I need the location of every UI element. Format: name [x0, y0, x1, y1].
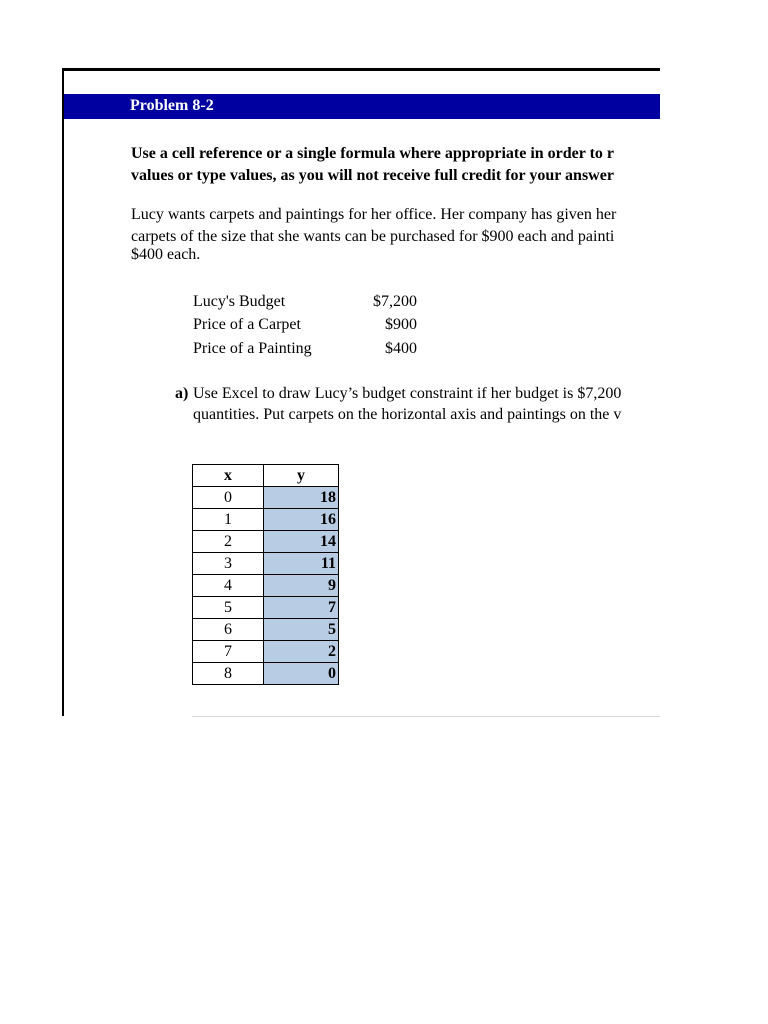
question-a-line-2: quantities. Put carpets on the horizontal axis and paintings on the v — [193, 406, 622, 423]
x-cell[interactable]: 8 — [193, 663, 264, 685]
question-a-marker: a) — [175, 385, 189, 402]
x-cell[interactable]: 0 — [193, 487, 264, 509]
painting-price-value[interactable]: $400 — [385, 340, 417, 357]
y-cell[interactable]: 0 — [264, 663, 339, 685]
carpet-price-label: Price of a Carpet — [193, 316, 301, 333]
x-cell[interactable]: 3 — [193, 553, 264, 575]
y-cell[interactable]: 7 — [264, 597, 339, 619]
x-cell[interactable]: 6 — [193, 619, 264, 641]
section-divider — [192, 716, 660, 717]
instruction-line-2: values or type values, as you will not receive full credit for your answer — [131, 167, 614, 184]
budget-label: Lucy's Budget — [193, 293, 286, 310]
y-cell[interactable]: 5 — [264, 619, 339, 641]
table-row — [193, 509, 339, 531]
problem-title-bar — [64, 94, 660, 119]
x-cell[interactable]: 5 — [193, 597, 264, 619]
y-column-header[interactable]: y — [264, 465, 339, 487]
table-row — [193, 641, 339, 663]
question-a-line-1: Use Excel to draw Lucy’s budget constraint if her budget is $7,200 — [193, 385, 622, 402]
problem-title: Problem 8-2 — [130, 97, 214, 114]
instruction-line-1: Use a cell reference or a single formula where appropriate in order to r — [131, 145, 615, 162]
table-row — [193, 487, 339, 509]
scenario-line-3: $400 each. — [131, 246, 201, 263]
x-cell[interactable]: 2 — [193, 531, 264, 553]
painting-price-label: Price of a Painting — [193, 340, 312, 357]
scenario-line-2: carpets of the size that she wants can be purchased for $900 each and painti — [131, 228, 615, 245]
carpet-price-value[interactable]: $900 — [385, 316, 417, 333]
x-cell[interactable]: 4 — [193, 575, 264, 597]
table-row — [193, 663, 339, 685]
table-row — [193, 575, 339, 597]
budget-value[interactable]: $7,200 — [373, 293, 417, 310]
y-cell[interactable]: 9 — [264, 575, 339, 597]
x-cell[interactable]: 7 — [193, 641, 264, 663]
table-row — [193, 531, 339, 553]
x-cell[interactable]: 1 — [193, 509, 264, 531]
y-cell[interactable]: 16 — [264, 509, 339, 531]
y-cell[interactable]: 14 — [264, 531, 339, 553]
sheet-top-border — [62, 68, 660, 71]
y-cell[interactable]: 2 — [264, 641, 339, 663]
y-cell[interactable]: 18 — [264, 487, 339, 509]
table-row — [193, 553, 339, 575]
scenario-line-1: Lucy wants carpets and paintings for her office. Her company has given her — [131, 206, 617, 223]
x-column-header[interactable]: x — [193, 465, 264, 487]
table-row — [193, 619, 339, 641]
y-cell[interactable]: 11 — [264, 553, 339, 575]
budget-constraint-table — [192, 464, 339, 685]
sheet-left-border — [62, 68, 64, 716]
table-row — [193, 597, 339, 619]
table-header-row — [193, 465, 339, 487]
